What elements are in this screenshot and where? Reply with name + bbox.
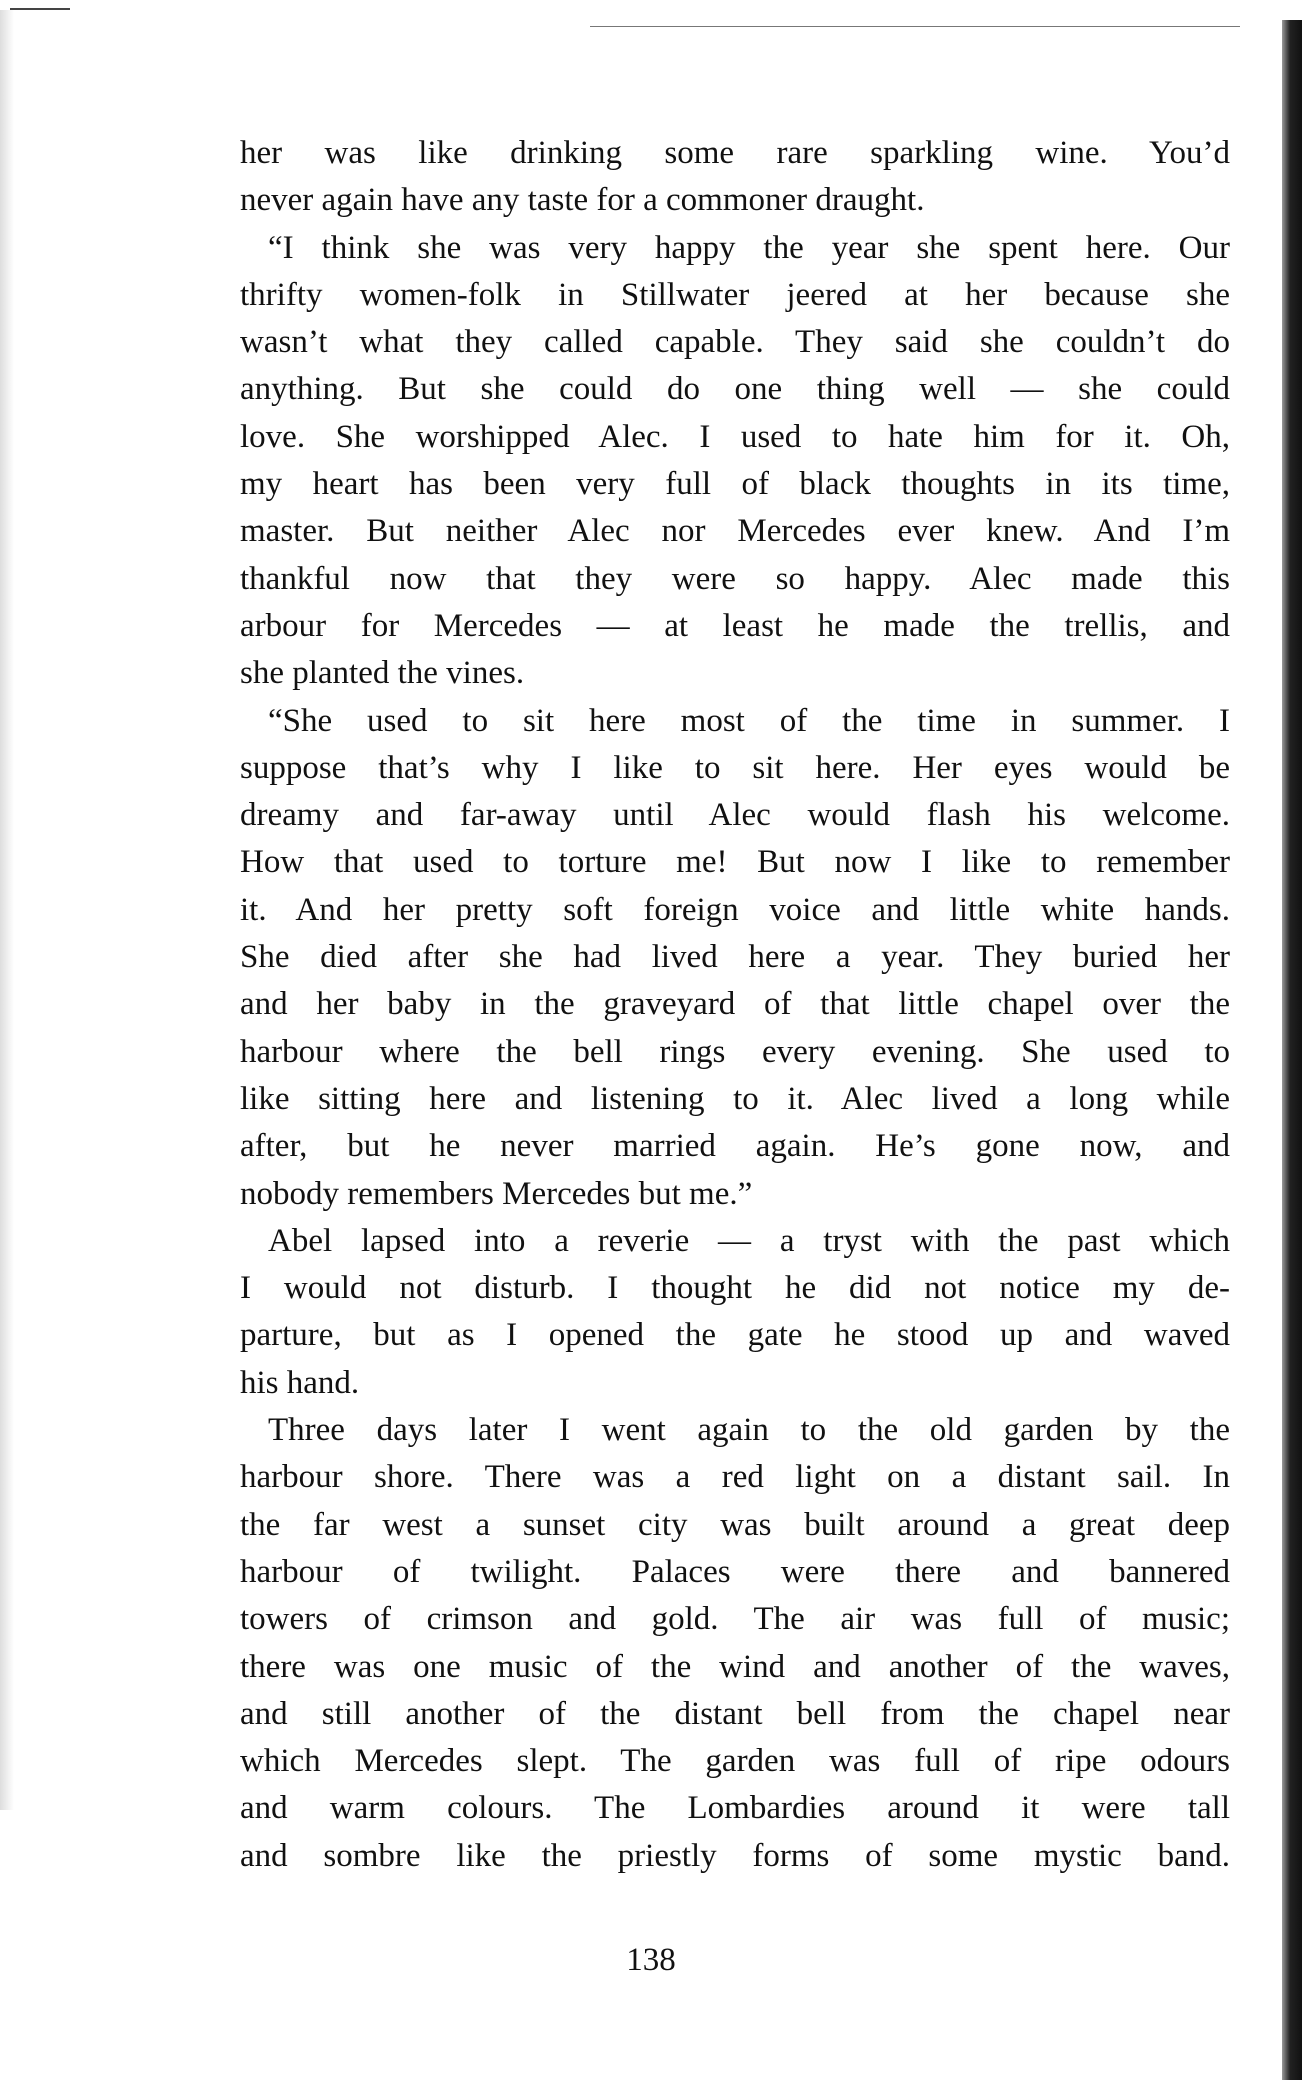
text-line: harbour where the bell rings every evening. She used to [240,1033,1230,1070]
page-body-text [240,130,1230,1880]
text-line: and warm colours. The Lombardies around it were tall [240,1790,1230,1827]
text-line: harbour of twilight. Palaces were there and bannered [240,1553,1230,1590]
text-line: thrifty women-folk in Stillwater jeered at her because she [240,276,1230,313]
text-line: there was one music of the wind and another of the waves, [240,1648,1230,1685]
scan-corner-mark [10,8,70,10]
page-number: 138 [626,1942,676,1978]
text-line: suppose that’s why I like to sit here. Her eyes would be [240,749,1230,786]
text-line: never again have any taste for a commoner draught. [240,182,925,219]
text-line: her was like drinking some rare sparkling wine. You’d [240,135,1230,171]
scan-top-rule [590,26,1240,27]
text-line: Three days later I went again to the old garden by the [268,1412,1230,1449]
text-line: wasn’t what they called capable. They said she couldn’t do [240,324,1230,361]
text-line: master. But neither Alec nor Mercedes ever knew. And I’m [240,513,1230,550]
text-line: it. And her pretty soft foreign voice and little white hands. [240,891,1230,928]
text-line: she planted the vines. [240,655,525,692]
text-line: his hand. [240,1364,360,1401]
text-line: Abel lapsed into a reverie — a tryst with the past which [268,1222,1230,1259]
text-line: “She used to sit here most of the time in summer. I [268,702,1230,739]
text-line: after, but he never married again. He’s gone now, and [240,1128,1230,1165]
text-line: “I think she was very happy the year she spent here. Our [268,229,1230,266]
text-line: and still another of the distant bell from the chapel near [240,1695,1230,1732]
scan-left-edge [0,10,14,1810]
text-line: How that used to torture me! But now I like to remember [240,844,1230,881]
text-line: She died after she had lived here a year. They buried her [240,939,1230,976]
text-line: anything. But she could do one thing well — she could [240,371,1230,408]
book-spine-shadow [1282,20,1302,2080]
text-line: towers of crimson and gold. The air was full of music; [240,1601,1230,1638]
text-line: my heart has been very full of black thoughts in its time, [240,466,1230,503]
text-line: like sitting here and listening to it. Alec lived a long while [240,1080,1230,1117]
text-line: love. She worshipped Alec. I used to hate him for it. Oh, [240,418,1230,455]
text-line: dreamy and far-away until Alec would flash his welcome. [240,797,1230,834]
text-line: nobody remembers Mercedes but me.” [240,1175,753,1212]
text-line: harbour shore. There was a red light on a distant sail. In [240,1459,1230,1496]
text-line: the far west a sunset city was built around a great deep [240,1506,1230,1543]
text-line: I would not disturb. I thought he did not notice my de- [240,1270,1230,1307]
text-line: and sombre like the priestly forms of some mystic band. [240,1837,1230,1874]
text-line: arbour for Mercedes — at least he made the trellis, and [240,607,1230,644]
text-line: and her baby in the graveyard of that little chapel over the [240,986,1230,1023]
text-line: which Mercedes slept. The garden was full of ripe odours [240,1743,1230,1780]
text-line: parture, but as I opened the gate he stood up and waved [240,1317,1230,1354]
text-line: thankful now that they were so happy. Alec made this [240,560,1230,597]
